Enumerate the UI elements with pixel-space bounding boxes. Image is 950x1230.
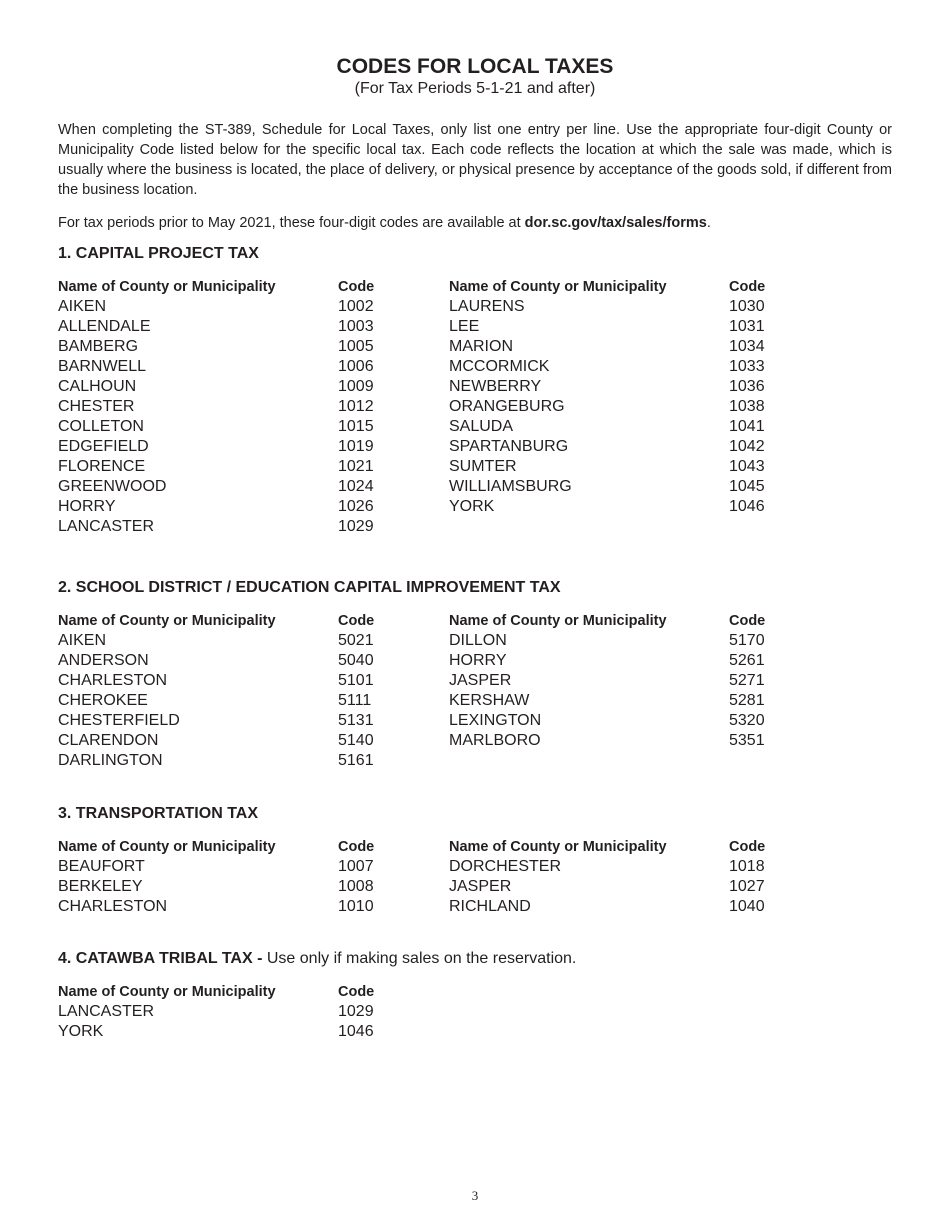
municipality-code: 1031	[729, 318, 765, 335]
municipality-code: 5281	[729, 692, 765, 709]
section-heading-text: 1. CAPITAL PROJECT TAX	[58, 245, 259, 262]
table-header	[449, 837, 789, 857]
municipality-name: BEAUFORT	[58, 858, 145, 875]
municipality-code: 1041	[729, 418, 765, 435]
municipality-code: 1027	[729, 878, 765, 895]
capital-project-table-right	[449, 277, 789, 517]
section-heading-capital-project	[58, 243, 892, 265]
table-row	[58, 417, 398, 437]
municipality-name: CHARLESTON	[58, 672, 168, 689]
table-row	[58, 377, 398, 397]
municipality-name: JASPER	[449, 878, 512, 895]
municipality-name: NEWBERRY	[449, 378, 542, 395]
table-row	[449, 497, 789, 517]
table-row	[449, 631, 789, 651]
municipality-name: SALUDA	[449, 418, 514, 435]
table-header	[449, 611, 789, 631]
municipality-code: 1024	[338, 478, 374, 495]
table-header	[58, 837, 398, 857]
municipality-code: 1008	[338, 878, 374, 895]
table-row	[58, 897, 398, 917]
municipality-code: 5040	[338, 652, 374, 669]
table-row	[58, 497, 398, 517]
section-heading-transportation	[58, 803, 892, 825]
table-row	[58, 1022, 398, 1042]
column-header-name: Name of County or Municipality	[58, 839, 276, 855]
capital-project-table-left	[58, 277, 398, 537]
municipality-name: CALHOUN	[58, 378, 137, 395]
section-heading-note: Use only if making sales on the reservation.	[266, 950, 577, 967]
municipality-name: SUMTER	[449, 458, 517, 475]
municipality-code: 1038	[729, 398, 765, 415]
table-row	[58, 631, 398, 651]
municipality-name: YORK	[58, 1023, 104, 1040]
column-header-name: Name of County or Municipality	[58, 613, 276, 629]
forms-link-text: dor.sc.gov/tax/sales/forms	[524, 215, 707, 231]
table-row	[58, 437, 398, 457]
table-row	[449, 317, 789, 337]
column-header-name: Name of County or Municipality	[449, 613, 667, 629]
table-row	[58, 711, 398, 731]
column-header-code: Code	[729, 839, 766, 855]
table-row	[449, 377, 789, 397]
municipality-code: 1003	[338, 318, 374, 335]
municipality-name: HORRY	[58, 498, 116, 515]
municipality-code: 1033	[729, 358, 765, 375]
municipality-name: AIKEN	[58, 632, 107, 649]
municipality-code: 5170	[729, 632, 765, 649]
municipality-code: 1042	[729, 438, 765, 455]
municipality-name: WILLIAMSBURG	[449, 478, 572, 495]
section-heading-text: 2. SCHOOL DISTRICT / EDUCATION CAPITAL IMPROVEMENT TAX	[58, 579, 561, 596]
table-row	[449, 477, 789, 497]
column-header-name: Name of County or Municipality	[58, 279, 276, 295]
municipality-name: ALLENDALE	[58, 318, 151, 335]
table-row	[449, 437, 789, 457]
municipality-name: RICHLAND	[449, 898, 531, 915]
table-row	[449, 417, 789, 437]
section-heading-text: 4. CATAWBA TRIBAL TAX -	[58, 950, 267, 967]
table-row	[58, 397, 398, 417]
municipality-name: GREENWOOD	[58, 478, 167, 495]
table-row	[449, 297, 789, 317]
municipality-code: 5351	[729, 732, 765, 749]
table-row	[58, 477, 398, 497]
municipality-name: LEE	[449, 318, 480, 335]
table-row	[58, 457, 398, 477]
municipality-code: 1026	[338, 498, 374, 515]
municipality-name: DORCHESTER	[449, 858, 562, 875]
municipality-name: MCCORMICK	[449, 358, 550, 375]
table-row	[58, 337, 398, 357]
municipality-code: 1046	[729, 498, 765, 515]
table-row	[58, 297, 398, 317]
prior-periods-end: .	[706, 215, 711, 231]
table-row	[58, 517, 398, 537]
municipality-code: 5131	[338, 712, 374, 729]
municipality-code: 1007	[338, 858, 374, 875]
municipality-code: 1002	[338, 298, 374, 315]
column-header-code: Code	[729, 613, 766, 629]
municipality-name: YORK	[449, 498, 495, 515]
municipality-name: BAMBERG	[58, 338, 139, 355]
column-header-name: Name of County or Municipality	[449, 279, 667, 295]
page-subtitle: (For Tax Periods 5-1-21 and after)	[354, 80, 596, 97]
municipality-code: 1021	[338, 458, 374, 475]
column-header-name: Name of County or Municipality	[449, 839, 667, 855]
page-number: 3	[471, 1188, 479, 1203]
table-header	[58, 277, 398, 297]
municipality-name: DILLON	[449, 632, 507, 649]
table-row	[58, 671, 398, 691]
municipality-code: 5271	[729, 672, 765, 689]
municipality-name: CLARENDON	[58, 732, 159, 749]
municipality-name: JASPER	[449, 672, 512, 689]
municipality-name: ORANGEBURG	[449, 398, 565, 415]
municipality-code: 1010	[338, 898, 374, 915]
municipality-name: HORRY	[449, 652, 507, 669]
transportation-table-left	[58, 837, 398, 917]
table-row	[58, 357, 398, 377]
municipality-code: 1019	[338, 438, 374, 455]
municipality-name: SPARTANBURG	[449, 438, 569, 455]
table-row	[449, 671, 789, 691]
table-row	[449, 337, 789, 357]
municipality-name: CHESTER	[58, 398, 135, 415]
transportation-table-right	[449, 837, 789, 917]
municipality-name: LANCASTER	[58, 1003, 155, 1020]
table-row	[449, 877, 789, 897]
municipality-name: CHESTERFIELD	[58, 712, 180, 729]
municipality-name: KERSHAW	[449, 692, 530, 709]
table-header	[58, 611, 398, 631]
municipality-code: 1018	[729, 858, 765, 875]
municipality-code: 1046	[338, 1023, 374, 1040]
municipality-code: 1012	[338, 398, 374, 415]
table-row	[449, 731, 789, 751]
table-header	[58, 982, 398, 1002]
municipality-code: 5320	[729, 712, 765, 729]
column-header-code: Code	[729, 279, 766, 295]
municipality-code: 5261	[729, 652, 765, 669]
municipality-code: 1015	[338, 418, 374, 435]
municipality-name: AIKEN	[58, 298, 107, 315]
table-row	[449, 357, 789, 377]
column-header-code: Code	[338, 839, 375, 855]
table-row	[449, 897, 789, 917]
municipality-code: 1034	[729, 338, 765, 355]
municipality-name: MARION	[449, 338, 513, 355]
school-district-table-left	[58, 611, 398, 771]
municipality-code: 1005	[338, 338, 374, 355]
municipality-code: 5140	[338, 732, 374, 749]
section-heading-catawba-tribal	[58, 948, 892, 970]
catawba-tribal-table	[58, 982, 398, 1042]
intro-paragraph: When completing the ST-389, Schedule for Local Taxes, only list one entry per line. Use the appropriate four-digit County or Municipality Code listed below for the specific local tax. Each code reflects the location at which the sale was made, which is usually where the business is located, the place of delivery, or physical presence by acceptance of the goods sold, if different from the business location.	[58, 122, 892, 198]
section-heading-school-district	[58, 577, 892, 599]
table-row	[58, 1002, 398, 1022]
column-header-code: Code	[338, 279, 375, 295]
table-row	[449, 397, 789, 417]
page-title: CODES FOR LOCAL TAXES	[336, 55, 614, 78]
table-row	[58, 857, 398, 877]
table-row	[449, 651, 789, 671]
table-row	[449, 457, 789, 477]
table-row	[58, 651, 398, 671]
table-row	[58, 317, 398, 337]
municipality-name: LAURENS	[449, 298, 525, 315]
school-district-table-right	[449, 611, 789, 751]
municipality-code: 1036	[729, 378, 765, 395]
municipality-code: 1043	[729, 458, 765, 475]
municipality-code: 5101	[338, 672, 374, 689]
municipality-name: DARLINGTON	[58, 752, 163, 769]
table-row	[449, 711, 789, 731]
column-header-code: Code	[338, 984, 375, 1000]
municipality-name: BARNWELL	[58, 358, 147, 375]
municipality-code: 5161	[338, 752, 374, 769]
municipality-name: CHEROKEE	[58, 692, 148, 709]
table-row	[58, 691, 398, 711]
municipality-name: FLORENCE	[58, 458, 146, 475]
municipality-code: 1029	[338, 518, 374, 535]
municipality-name: BERKELEY	[58, 878, 143, 895]
table-header	[449, 277, 789, 297]
table-row	[58, 731, 398, 751]
municipality-name: MARLBORO	[449, 732, 541, 749]
prior-periods-text: For tax periods prior to May 2021, these four-digit codes are available at	[58, 215, 525, 231]
municipality-name: COLLETON	[58, 418, 144, 435]
table-row	[58, 877, 398, 897]
table-row	[58, 751, 398, 771]
municipality-code: 1029	[338, 1003, 374, 1020]
municipality-code: 1009	[338, 378, 374, 395]
municipality-name: CHARLESTON	[58, 898, 168, 915]
municipality-code: 1040	[729, 898, 765, 915]
municipality-code: 1045	[729, 478, 765, 495]
municipality-code: 1030	[729, 298, 765, 315]
municipality-code: 1006	[338, 358, 374, 375]
municipality-code: 5021	[338, 632, 374, 649]
section-heading-text: 3. TRANSPORTATION TAX	[58, 805, 258, 822]
column-header-name: Name of County or Municipality	[58, 984, 276, 1000]
prior-periods-note	[58, 213, 892, 233]
table-row	[449, 857, 789, 877]
municipality-name: EDGEFIELD	[58, 438, 149, 455]
municipality-name: LANCASTER	[58, 518, 155, 535]
municipality-code: 5111	[338, 692, 372, 709]
column-header-code: Code	[338, 613, 375, 629]
municipality-name: LEXINGTON	[449, 712, 542, 729]
municipality-name: ANDERSON	[58, 652, 149, 669]
table-row	[449, 691, 789, 711]
